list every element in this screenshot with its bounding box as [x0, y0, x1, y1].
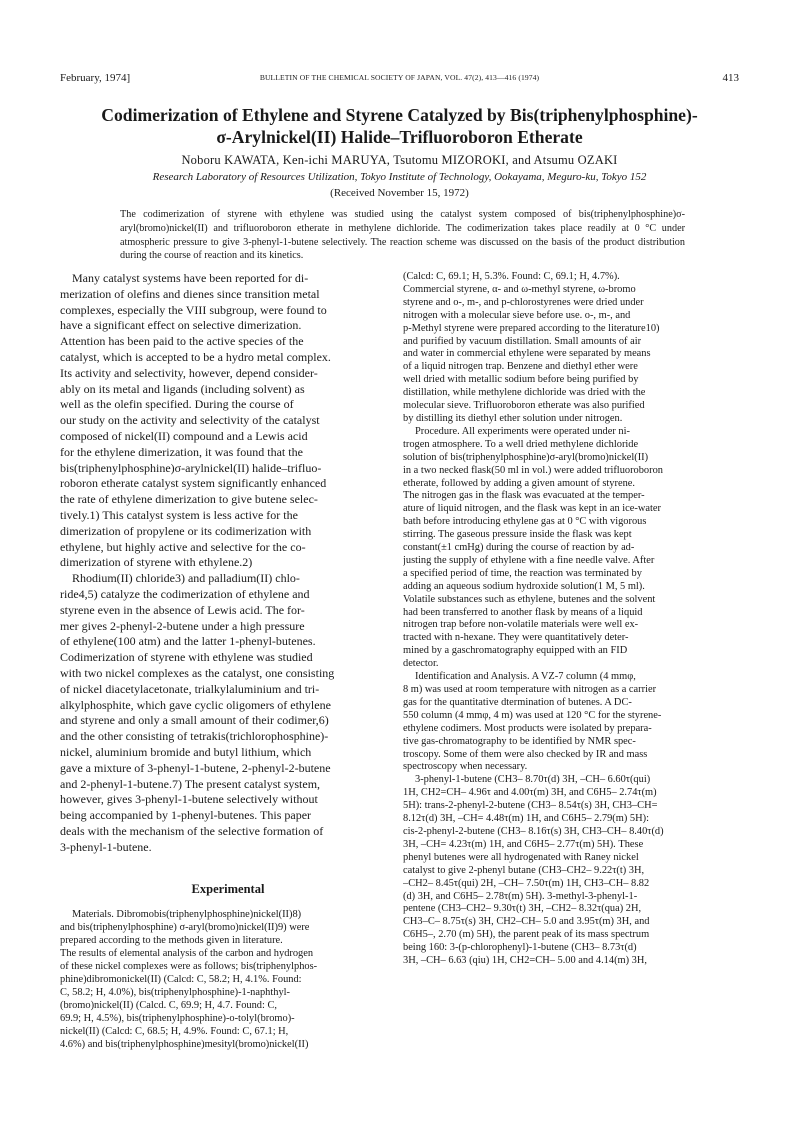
text-line: adding an aqueous sodium hydroxide solution(1 M, 5 ml).	[403, 580, 645, 592]
text-line: tracted with n-hexane. They were quantitatively deter-	[403, 632, 629, 644]
text-line: gas for the quantitative dtermination of butenes. A DC-	[403, 696, 632, 708]
text-line: ature of liquid nitrogen, and the flask was kept in an ice-water	[403, 503, 661, 515]
abstract: The codimerization of styrene with ethylene was studied using the catalyst system composed of bis(triphenylphosphine)σ- aryl(bromo)nickel(II) and trifluoroboron etherate in methylene dichloride. The codimerization takes place readily at 0 °C under atmospheric pressure to give 3-phenyl-1-butene selectively. The reaction scheme was discussed on the basis of the product distribution during the course of reaction and its kinetics.	[120, 209, 685, 262]
text-line: of these nickel complexes were as follows; bis(triphenylphos-	[60, 961, 318, 973]
introduction	[60, 271, 396, 855]
text-line: and the other consisting of tetrakis(trichlorophosphine)-	[60, 729, 329, 744]
materials-text	[403, 271, 739, 426]
page-number: 413	[722, 72, 739, 84]
text-line: p-Methyl styrene were prepared according to the literature10)	[403, 322, 660, 334]
text-line: Identification and Analysis. A VZ-7 column (4 mmφ,	[415, 671, 636, 683]
text-line: phine)dibromonickel(II) (Calcd: C, 58.2; H, 4.1%. Found:	[60, 974, 302, 986]
text-line: mined by a gaschromatography equipped with an FID	[403, 645, 628, 657]
text-line: being 160: 3-(p-chlorophenyl)-1-butene (CH3– 8.73τ(d)	[403, 942, 637, 954]
text-line: and styrene and only a small amount of their codimer,6)	[60, 713, 329, 728]
text-line: deals with the mechanism of the selective formation of	[60, 823, 324, 838]
text-line: being accompanied by 1-phenyl-butenes. This paper	[60, 808, 312, 823]
text-line: merization of olefins and dienes since transition metal	[60, 286, 320, 301]
text-line: dimerization of styrene with ethylene.2)	[60, 555, 253, 570]
text-line: of nickel diacetylacetonate, trialkylaluminium and tri-	[60, 681, 320, 696]
text-line: ethylene codimers. Most products were isolated by prepara-	[403, 722, 652, 734]
text-line: The results of elemental analysis of the carbon and hydrogen	[60, 948, 314, 960]
left-column	[60, 271, 396, 1051]
text-line: mer gives 2-phenyl-2-butene under a high pressure	[60, 618, 305, 633]
text-line: ethylene, but highly active and selective for the co-	[60, 539, 306, 554]
text-line: ride4,5) catalyze the codimerization of ethylene and	[60, 586, 310, 601]
text-line: nickel, aluminium bromide and butyl lithium, which	[60, 744, 312, 759]
right-column	[403, 271, 739, 968]
text-line: C6H5–, 2.70 (m) 5H), the parent peak of its mass spectrum	[403, 929, 650, 941]
article-title	[60, 104, 739, 148]
text-line: however, gives 3-phenyl-1-butene selectively without	[60, 792, 318, 807]
title-line: Codimerization of Ethylene and Styrene Catalyzed by Bis(triphenylphosphine)-	[101, 105, 698, 125]
text-line: composed of nickel(II) compound and a Lewis acid	[60, 428, 308, 443]
text-line: in a two necked flask(50 ml in vol.) were added trifluoroboron	[403, 464, 663, 476]
text-line: phenyl butenes were all hydrogenated with Raney nickel	[403, 851, 639, 863]
text-line: catalyst to give 2-phenyl butane (CH3–CH2– 9.22τ(t) 3H,	[403, 864, 645, 876]
text-line: bis(triphenylphosphine)σ-arylnickel(II) halide–trifluo-	[60, 460, 322, 475]
journal-citation: BULLETIN OF THE CHEMICAL SOCIETY OF JAPAN, VOL. 47(2), 413—416 (1974)	[259, 73, 540, 82]
text-line: tively.1) This catalyst system is less active for the	[60, 507, 298, 522]
received-date: (Received November 15, 1972)	[330, 187, 469, 199]
text-line: pentene (CH3–CH2– 9.30τ(t) 3H, –CH2– 8.32τ(qua) 2H,	[403, 903, 642, 915]
text-line: by distilling its diethyl ether solution under nitrogen.	[403, 412, 623, 424]
text-line: nitrogen with a molecular sieve before use. o-, m-, and	[403, 309, 631, 321]
text-line: and 2-phenyl-1-butene.7) The present catalyst system,	[60, 776, 321, 791]
text-line: well dried with metallic sodium before being purified by	[403, 374, 639, 386]
text-line: 3H, –CH= 4.23τ(m) 1H, and C6H5– 2.77τ(m) 5H). These	[403, 838, 644, 850]
text-line: with two nickel complexes as the catalyst, one consisting	[60, 665, 335, 680]
text-line: a specified period of time, the reaction was terminated by	[403, 567, 642, 579]
text-line: nickel(II) (Calcd: C, 68.5; H, 4.9%. Found: C, 67.1; H,	[60, 1025, 289, 1037]
author-list: Noboru KAWATA, Ken-ichi MARUYA, Tsutomu MIZOROKI, and Atsumu OZAKI	[181, 153, 618, 167]
text-line: trogen atmosphere. To a well dried methylene dichloride	[403, 438, 639, 450]
text-line: –CH2– 8.45τ(qui) 2H, –CH– 7.50τ(m) 1H, CH3–CH– 8.82	[403, 877, 650, 889]
text-line: Many catalyst systems have been reported for di-	[72, 271, 309, 285]
text-line: 1H, CH2=CH– 4.96τ and 4.00τ(m) 3H, and C6H5– 2.74τ(m)	[403, 787, 657, 799]
text-line: Attention has been paid to the active species of the	[60, 334, 304, 349]
text-line: bath before introducing ethylene gas at 0 °C with vigorous	[403, 516, 647, 528]
text-line: of ethylene(100 atm) and the latter 1-phenyl-butenes.	[60, 634, 316, 649]
text-line: Materials. Dibromobis(triphenylphosphine)nickel(II)8)	[72, 909, 302, 921]
text-line: of a liquid nitrogen trap. Benzene and diethyl ether were	[403, 361, 638, 373]
text-line: 550 column (4 mmφ, 4 m) was used at 120 °C for the styrene-	[403, 709, 662, 721]
text-line: Commercial styrene, α- and ω-methyl styrene, ω-bromo	[403, 283, 636, 295]
text-line: Procedure. All experiments were operated under ni-	[415, 425, 630, 437]
text-line: 3-phenyl-1-butene (CH3– 8.70τ(d) 3H, –CH– 6.60τ(qui)	[415, 774, 651, 786]
text-line: Codimerization of styrene with ethylene was studied	[60, 650, 313, 665]
text-line: 4.6%) and bis(triphenylphosphine)mesityl(bromo)nickel(II)	[60, 1038, 309, 1050]
text-line: CH3–C– 8.75τ(s) 3H, CH2–CH– 5.0 and 3.95τ(m) 3H, and	[403, 916, 650, 928]
text-line: 5H): trans-2-phenyl-2-butene (CH3– 8.54τ(s) 3H, CH3–CH=	[403, 800, 658, 812]
text-line: detector.	[403, 658, 439, 670]
text-line: gave a mixture of 3-phenyl-1-butene, 2-phenyl-2-butene	[60, 760, 331, 775]
text-line: and bis(triphenylphosphine) σ-aryl(bromo)nickel(II)9) were	[60, 922, 310, 934]
text-line: Its activity and selectivity, however, depend consider-	[60, 365, 318, 380]
experimental-text	[60, 909, 396, 1051]
text-line: nitrogen trap before non-volatile materials were well ex-	[403, 619, 639, 631]
text-line: (d) 3H, and C6H5– 2.78τ(m) 5H). 3-methyl-3-phenyl-1-	[403, 890, 638, 902]
text-line: Volatile substances such as ethylene, butenes and the solvent	[403, 593, 656, 605]
text-line: styrene even in the absence of Lewis acid. The for-	[60, 602, 305, 617]
text-line: The nitrogen gas in the flask was evacuated at the temper-	[403, 490, 645, 502]
text-line: (bromo)nickel(II) (Calcd. C, 69.9; H, 4.7. Found: C,	[60, 999, 278, 1011]
text-line: and purified by vacuum distillation. Small amounts of air	[403, 335, 642, 347]
text-line: troscopy. Some of them were also checked by IR and mass	[403, 748, 648, 760]
text-line: for the ethylene dimerization, it was found that the	[60, 444, 303, 459]
title-line: σ-Arylnickel(II) Halide–Trifluoroboron Etherate	[216, 127, 583, 147]
text-line: well as the olefin specified. During the course of	[60, 397, 294, 412]
affiliation: Research Laboratory of Resources Utilization, Tokyo Institute of Technology, Ookayama, Meguro-ku, Tokyo 152	[152, 171, 647, 183]
nmr-data-text	[403, 774, 739, 968]
running-head	[60, 72, 739, 88]
text-line: our study on the activity and selectivity of the catalyst	[60, 413, 320, 428]
issue-date: February, 1974]	[60, 72, 131, 84]
text-line: have a significant effect on selective dimerization.	[60, 318, 302, 333]
text-line: roboron etherate catalyst system significantly enhanced	[60, 476, 327, 491]
text-line: solution of bis(triphenylphosphine)σ-aryl(bromo)nickel(II)	[403, 451, 649, 463]
text-line: justing the supply of ethylene with a fine needle valve. After	[403, 554, 655, 566]
text-line: prepared according to the methods given in literature.	[60, 935, 283, 947]
text-line: styrene and o-, m-, and p-chlorostyrenes were dried under	[403, 296, 644, 308]
text-line: 8 m) was used at room temperature with nitrogen as a carrier	[403, 684, 657, 695]
text-line: ably on its metal and ligands (including solvent) as	[60, 381, 305, 396]
text-line: dimerization of propylene or its codimerization with	[60, 523, 312, 538]
text-line: spectroscopy when necessary.	[403, 761, 528, 773]
text-line: (Calcd: C, 69.1; H, 5.3%. Found: C, 69.1; H, 4.7%).	[403, 271, 620, 282]
text-line: C, 58.2; H, 4.0%), bis(triphenylphosphine)-1-naphthyl-	[60, 986, 291, 998]
text-line: molecular sieve. Trifluoroboron etherate was also purified	[403, 400, 645, 412]
section-heading: Experimental	[191, 882, 265, 897]
text-line: complexes, especially the VIII subgroup, were found to	[60, 302, 327, 317]
text-line: 3-phenyl-1-butene.	[60, 839, 152, 854]
procedure-text	[403, 426, 739, 671]
text-line: catalyst, which is accepted to be a hydro metal complex.	[60, 349, 331, 364]
text-line: Rhodium(II) chloride3) and palladium(II) chlo-	[72, 571, 300, 586]
text-line: constant(±1 cmHg) during the course of reaction by ad-	[403, 542, 635, 554]
text-line: 8.12τ(d) 3H, –CH= 4.48τ(m) 1H, and C6H5– 2.79(m) 5H):	[403, 813, 649, 825]
text-line: 69.9; H, 4.5%), bis(triphenylphosphine)-o-tolyl(bromo)-	[60, 1012, 295, 1024]
text-line: distillation, while methylene dichloride was dried with the	[403, 387, 646, 399]
text-line: etherate, followed by adding a given amount of styrene.	[403, 477, 635, 489]
text-line: tive gas-chromatography to be identified by NMR spec-	[403, 735, 636, 747]
text-line: cis-2-phenyl-2-butene (CH3– 8.16τ(s) 3H, CH3–CH– 8.40τ(d)	[403, 825, 664, 837]
text-line: and water in commercial ethylene were separated by means	[403, 348, 651, 360]
text-line: had been transferred to another flask by means of a liquid	[403, 606, 643, 618]
text-line: alkylphosphite, which gave cyclic oligomers of ethylene	[60, 697, 331, 712]
text-line: the rate of ethylene dimerization to give butene selec-	[60, 492, 318, 507]
identification-text	[403, 671, 739, 774]
text-line: stirring. The gaseous pressure inside the flask was kept	[403, 529, 632, 541]
text-line: 3H, –CH– 6.63 (qiu) 1H, CH2=CH– 5.00 and 4.14(m) 3H,	[403, 955, 647, 967]
